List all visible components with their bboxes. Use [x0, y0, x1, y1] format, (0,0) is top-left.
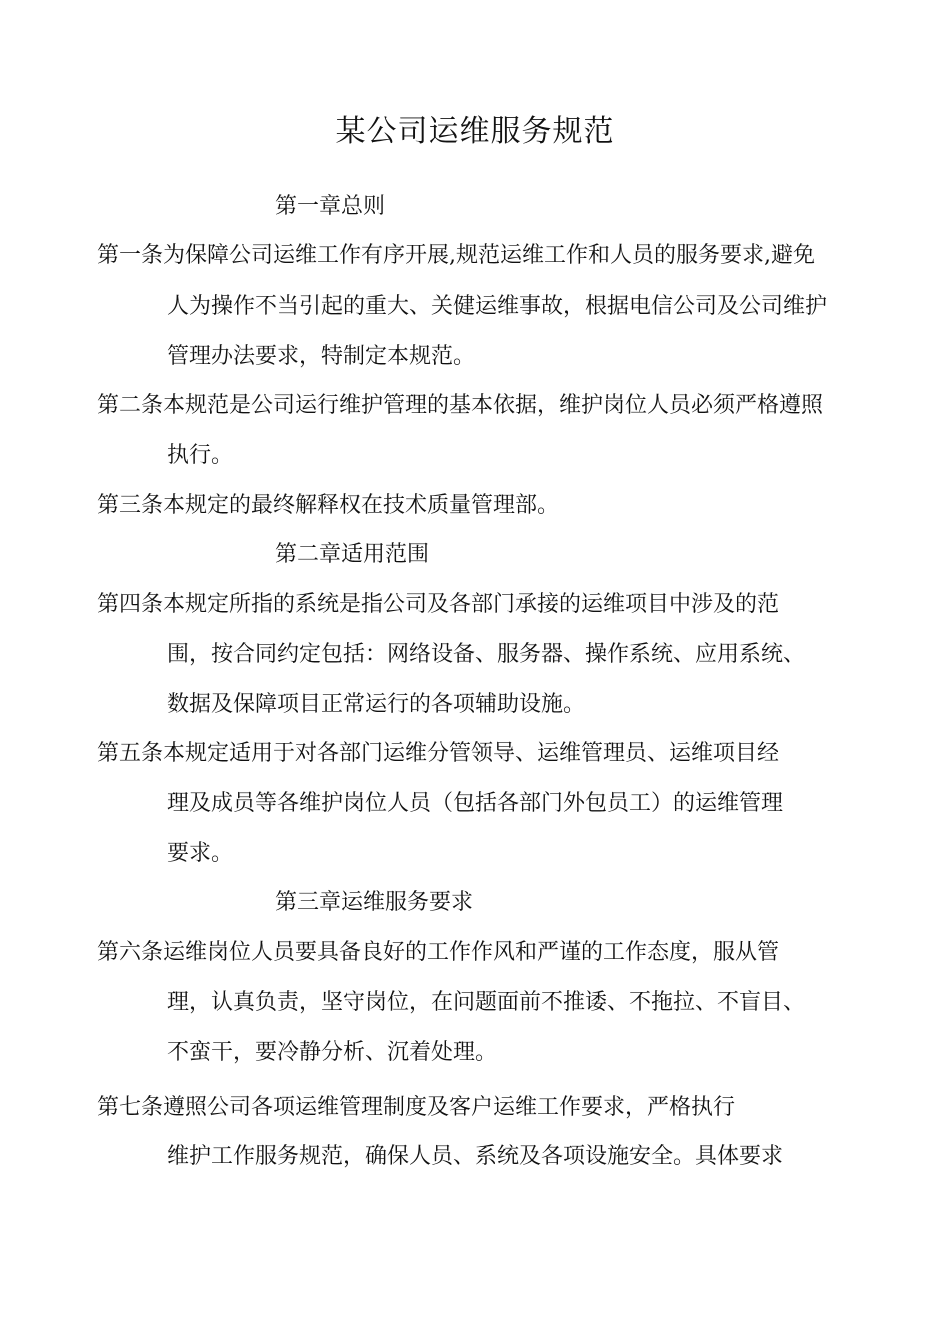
article-line: 第六条运维岗位人员要具备良好的工作作风和严谨的工作态度，服从管: [97, 940, 780, 965]
chapter-heading: 第一章总则: [275, 194, 386, 219]
article-line: 管理办法要求，特制定本规范。: [167, 344, 476, 369]
article-line: 第五条本规定适用于对各部门运维分管领导、运维管理员、运维项目经: [97, 741, 780, 766]
article-line: 理及成员等各维护岗位人员（包括各部门外包员工）的运维管理: [167, 791, 784, 816]
article-line: 要求。: [167, 841, 234, 866]
document-title: 某公司运维服务规范: [335, 114, 615, 149]
article-line: 第二条本规范是公司运行维护管理的基本依据，维护岗位人员必须严格遵照: [97, 393, 824, 418]
article-line: 围，按合同约定包括：网络设备、服务器、操作系统、应用系统、: [167, 642, 806, 667]
article-line: 第七条遵照公司各项运维管理制度及客户运维工作要求，严格执行: [97, 1095, 736, 1120]
chapter-heading: 第二章适用范围: [275, 542, 430, 567]
article-line: 不蛮干，要冷静分析、沉着处理。: [167, 1040, 498, 1065]
article-line: 第一条为保障公司运维工作有序开展,规范运维工作和人员的服务要求,避免: [97, 243, 815, 268]
chapter-heading: 第三章运维服务要求: [275, 890, 474, 915]
article-line: 第三条本规定的最终解释权在技术质量管理部。: [97, 493, 560, 518]
article-line: 第四条本规定所指的系统是指公司及各部门承接的运维项目中涉及的范: [97, 592, 780, 617]
article-line: 维护工作服务规范，确保人员、系统及各项设施安全。具体要求: [167, 1144, 784, 1169]
article-line: 数据及保障项目正常运行的各项辅助设施。: [167, 692, 586, 717]
article-line: 理，认真负责，坚守岗位，在问题面前不推诿、不拖拉、不盲目、: [167, 990, 806, 1015]
article-line: 执行。: [167, 443, 234, 468]
article-line: 人为操作不当引起的重大、关健运维事故，根据电信公司及公司维护: [167, 294, 828, 319]
